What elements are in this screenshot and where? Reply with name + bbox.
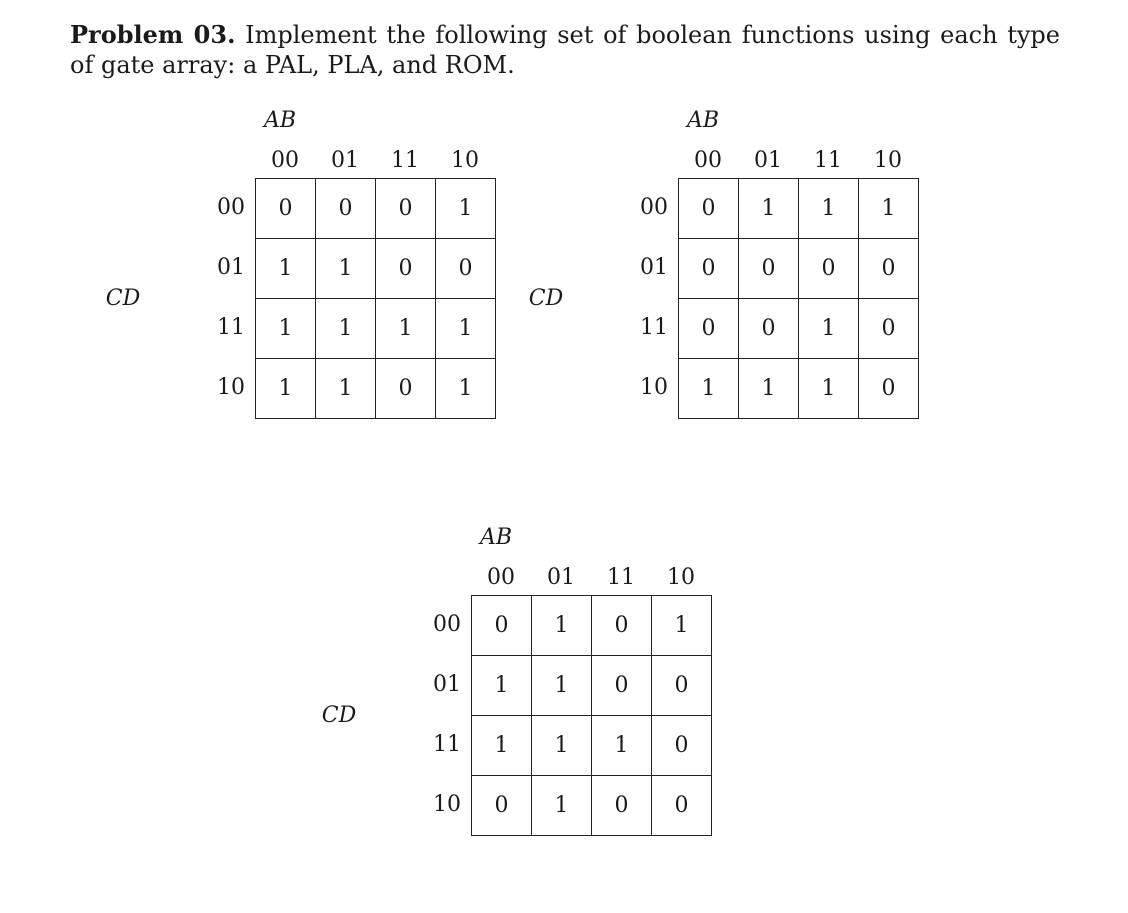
kmap-cell: 1 xyxy=(436,299,496,359)
kmap-row xyxy=(472,776,712,836)
kmap-cell: 1 xyxy=(739,359,799,419)
kmap-cell: 0 xyxy=(592,656,652,716)
kmap-cell: 0 xyxy=(799,239,859,299)
kmap-cell: 0 xyxy=(376,239,436,299)
kmap-cell: 0 xyxy=(859,239,919,299)
column-header: 01 xyxy=(754,148,782,173)
column-header: 10 xyxy=(874,148,902,173)
problem-text: Implement the following set of boolean functions using each type of gate array: a PAL, PLA, and ROM. xyxy=(70,21,1061,79)
kmap-row xyxy=(472,716,712,776)
kmap-cell: 1 xyxy=(256,299,316,359)
row-variable-label: CD xyxy=(321,703,357,728)
column-header: 10 xyxy=(451,148,479,173)
row-header: 10 xyxy=(640,375,668,400)
row-header: 11 xyxy=(640,315,668,340)
kmap-cell: 1 xyxy=(799,299,859,359)
row-header: 10 xyxy=(433,792,461,817)
kmap-grid xyxy=(471,595,712,836)
kmap-cell: 1 xyxy=(436,359,496,419)
kmap-cell: 1 xyxy=(799,179,859,239)
column-header: 11 xyxy=(814,148,842,173)
kmap-cell: 1 xyxy=(799,359,859,419)
kmap-row xyxy=(472,656,712,716)
kmap-2 xyxy=(528,108,978,428)
row-header: 10 xyxy=(217,375,245,400)
kmap-cell: 1 xyxy=(316,239,376,299)
kmap-cell: 0 xyxy=(739,239,799,299)
kmap-cell: 0 xyxy=(376,359,436,419)
kmap-cell: 0 xyxy=(652,776,712,836)
kmap-cell: 1 xyxy=(316,299,376,359)
kmap-row xyxy=(256,179,496,239)
kmap-cell: 0 xyxy=(652,716,712,776)
kmap-cell: 1 xyxy=(652,596,712,656)
kmap-cell: 1 xyxy=(532,776,592,836)
column-header: 11 xyxy=(391,148,419,173)
kmap-cell: 0 xyxy=(592,776,652,836)
kmap-cell: 0 xyxy=(256,179,316,239)
kmap-cell: 1 xyxy=(859,179,919,239)
row-variable-label: CD xyxy=(105,286,141,311)
row-header: 11 xyxy=(433,732,461,757)
kmap-cell: 0 xyxy=(472,776,532,836)
row-header: 01 xyxy=(433,672,461,697)
column-variable-label: AB xyxy=(479,525,513,550)
problem-number: Problem 03. xyxy=(70,20,236,49)
column-header: 01 xyxy=(331,148,359,173)
kmap-cell: 1 xyxy=(436,179,496,239)
kmap-3 xyxy=(321,525,771,845)
kmap-grid xyxy=(678,178,919,419)
column-header: 00 xyxy=(694,148,722,173)
problem-statement xyxy=(70,20,1060,80)
kmap-row xyxy=(679,299,919,359)
kmap-cell: 0 xyxy=(679,179,739,239)
column-variable-label: AB xyxy=(686,108,720,133)
kmap-cell: 0 xyxy=(592,596,652,656)
kmap-cell: 0 xyxy=(472,596,532,656)
column-header: 10 xyxy=(667,565,695,590)
kmap-cell: 1 xyxy=(532,656,592,716)
kmap-row xyxy=(679,179,919,239)
kmap-row xyxy=(679,239,919,299)
kmap-row xyxy=(256,299,496,359)
kmap-row xyxy=(256,239,496,299)
kmap-cell: 1 xyxy=(532,716,592,776)
kmap-cell: 1 xyxy=(256,359,316,419)
kmap-row xyxy=(679,359,919,419)
row-header: 00 xyxy=(433,612,461,637)
row-header: 00 xyxy=(640,195,668,220)
kmap-cell: 1 xyxy=(256,239,316,299)
kmap-cell: 0 xyxy=(436,239,496,299)
kmap-cell: 0 xyxy=(376,179,436,239)
kmap-grid xyxy=(255,178,496,419)
kmap-cell: 0 xyxy=(859,299,919,359)
kmap-cell: 0 xyxy=(316,179,376,239)
kmap-1 xyxy=(105,108,555,428)
kmap-cell: 1 xyxy=(679,359,739,419)
column-header: 00 xyxy=(271,148,299,173)
column-header: 11 xyxy=(607,565,635,590)
row-header: 01 xyxy=(217,255,245,280)
row-header: 00 xyxy=(217,195,245,220)
kmap-cell: 1 xyxy=(376,299,436,359)
column-header: 00 xyxy=(487,565,515,590)
kmap-row xyxy=(256,359,496,419)
kmap-cell: 0 xyxy=(859,359,919,419)
kmap-cell: 1 xyxy=(472,716,532,776)
kmap-cell: 1 xyxy=(472,656,532,716)
kmap-cell: 0 xyxy=(679,239,739,299)
kmap-cell: 0 xyxy=(739,299,799,359)
kmap-cell: 1 xyxy=(532,596,592,656)
row-header: 11 xyxy=(217,315,245,340)
kmap-cell: 1 xyxy=(316,359,376,419)
row-header: 01 xyxy=(640,255,668,280)
kmap-cell: 0 xyxy=(679,299,739,359)
row-variable-label: CD xyxy=(528,286,564,311)
kmap-cell: 0 xyxy=(652,656,712,716)
column-variable-label: AB xyxy=(263,108,297,133)
column-header: 01 xyxy=(547,565,575,590)
kmap-cell: 1 xyxy=(739,179,799,239)
kmap-cell: 1 xyxy=(592,716,652,776)
kmap-row xyxy=(472,596,712,656)
